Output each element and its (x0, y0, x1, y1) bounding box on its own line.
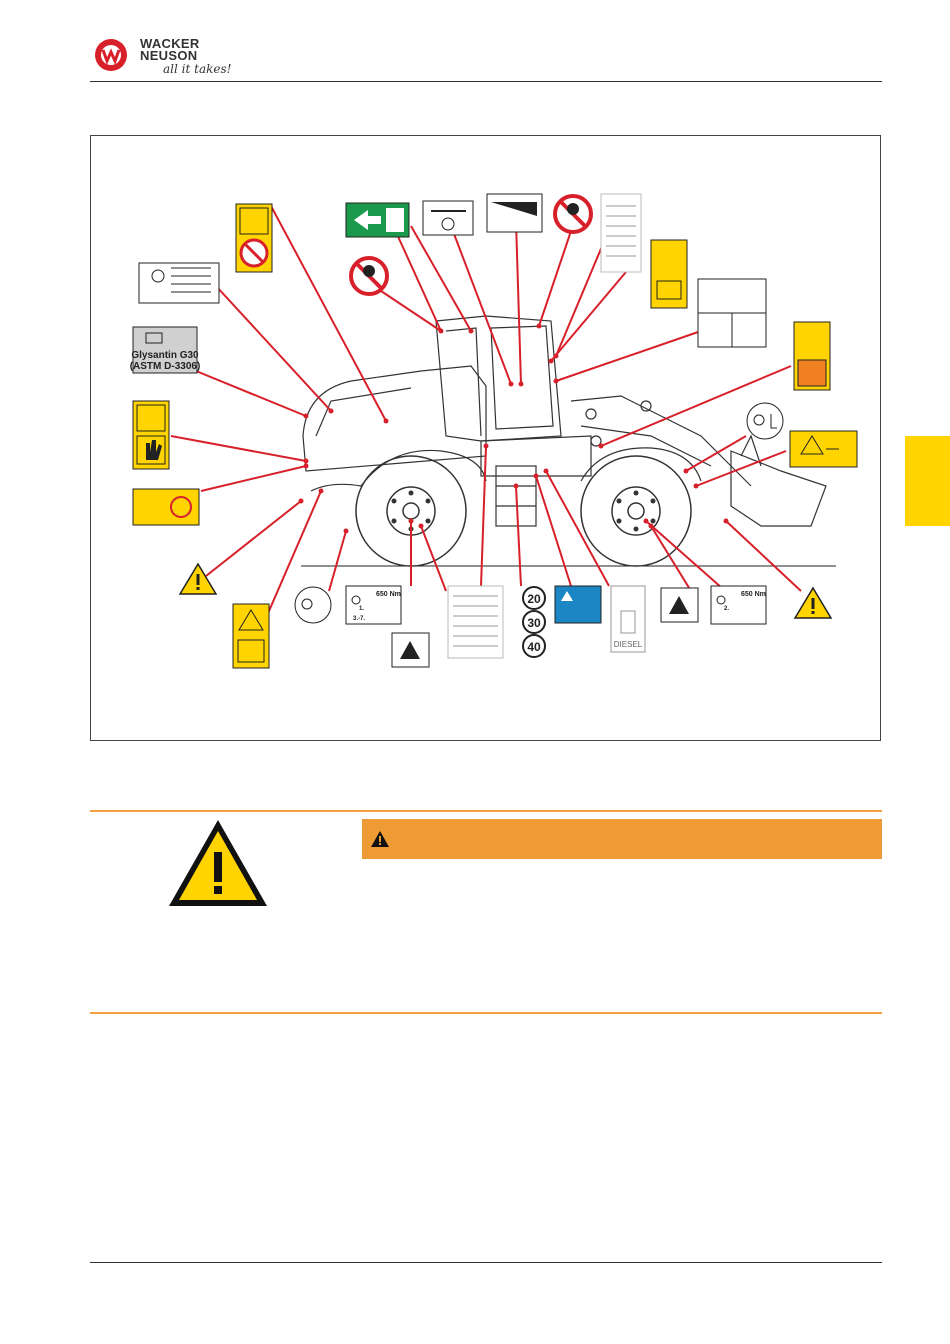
decal-warning-triangle-right (795, 588, 831, 618)
brand-logo (94, 38, 128, 72)
tire-torque-right-value: 650 Nm (741, 591, 766, 598)
decal-keep-distance-right (790, 431, 857, 467)
diesel-label: DIESEL (613, 640, 643, 649)
warning-large-icon (166, 817, 270, 909)
decal-crush-hazard (236, 204, 272, 272)
brand-tagline: all it takes! (163, 62, 232, 76)
decal-lifting-point-rear (295, 587, 331, 623)
step-1-left: 1. (359, 606, 365, 612)
decal-instructions-top (601, 194, 641, 272)
decal-lifting-point-right (747, 403, 783, 439)
decal-rotating-fan (133, 489, 199, 525)
decal-coolant (130, 327, 201, 373)
decal-level-gauge (423, 201, 473, 235)
decal-location-figure (91, 136, 882, 742)
warning-triangle-icon (166, 817, 270, 909)
header-rule (90, 81, 882, 82)
decal-controls-diagram (698, 279, 766, 347)
warning-bar-icon (370, 830, 390, 848)
decal-tire-torque-left (346, 586, 401, 624)
brand-line-1: WACKER (140, 36, 200, 51)
warning-header-bar (362, 819, 882, 859)
step-3-left: 3.-7. (353, 616, 366, 622)
coolant-label-line2: (ASTM D-3306) (129, 361, 201, 372)
decal-battery-acid (133, 401, 169, 469)
decal-fuel-info (555, 586, 601, 623)
warning-top-rule (90, 810, 882, 812)
speed-sign-1: 20 (527, 592, 541, 606)
decal-emergency-exit (346, 203, 409, 237)
chapter-tab (905, 436, 950, 526)
step-2-right: 2. (724, 606, 730, 612)
speed-sign-2: 30 (527, 616, 541, 630)
tire-torque-left-value: 650 Nm (376, 591, 401, 598)
footer-rule (90, 1262, 882, 1263)
decal-tie-down-left (392, 633, 429, 667)
decal-tie-down-right (661, 588, 698, 622)
wacker-neuson-logo-icon (94, 38, 128, 72)
brand-line-2: NEUSON (140, 48, 198, 63)
front-wheel (581, 456, 691, 566)
decal-tire-torque-right (711, 586, 766, 624)
warning-bottom-rule (90, 1012, 882, 1014)
decal-read-manual (651, 240, 687, 308)
coolant-label-line1: Glysantin G30 (131, 350, 199, 361)
decal-diesel (611, 586, 645, 652)
figure-frame (90, 135, 881, 741)
decal-pinch-hazard-right (794, 322, 830, 390)
decal-type-plate (139, 263, 219, 303)
decal-keep-distance-left (233, 604, 269, 668)
decal-no-lifting-hook-1 (351, 258, 387, 294)
decal-slope (487, 194, 542, 232)
decal-warning-triangle-left (180, 564, 216, 594)
speed-sign-3: 40 (527, 640, 541, 654)
brand-name (140, 38, 200, 62)
decal-no-lifting-hook-2 (555, 196, 591, 232)
decal-speed-limits (523, 587, 545, 657)
decal-chart-panel (448, 586, 503, 658)
